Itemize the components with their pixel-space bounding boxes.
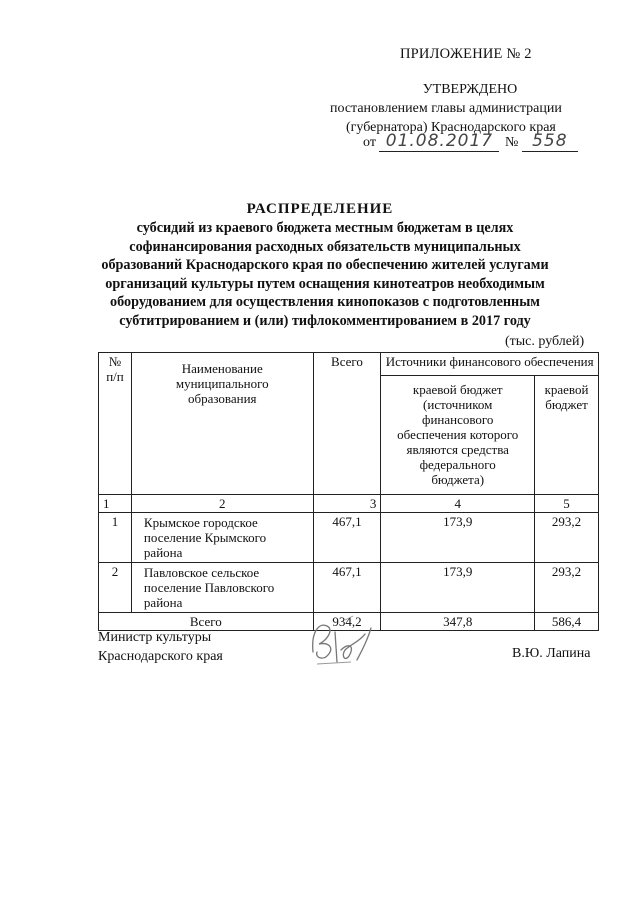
approved-line-1: постановлением главы администрации <box>330 101 562 116</box>
table-row <box>99 563 599 613</box>
handwritten-signature <box>305 612 380 672</box>
row-total: 467,1 <box>313 513 381 563</box>
totals-label: Всего <box>99 613 314 631</box>
position-line-1: Министр культуры <box>98 630 212 645</box>
position-line-2: Краснодарского края <box>98 649 223 664</box>
date-number-line <box>363 131 578 152</box>
date-value: 01.08.2017 <box>379 131 499 152</box>
signatory-name: В.Ю. Лапина <box>512 646 591 661</box>
signatory-position <box>98 628 223 666</box>
header-total: Всего <box>313 353 381 495</box>
approved-label: УТВЕРЖДЕНО <box>422 82 518 97</box>
row-num: 2 <box>99 563 132 613</box>
row-name: Крымское городское поселение Крымского района <box>131 513 313 563</box>
col-number-3: 3 <box>313 495 381 513</box>
date-prefix: от <box>363 135 376 150</box>
col-number-1: 1 <box>99 495 132 513</box>
row-federal: 173,9 <box>381 563 535 613</box>
number-value: 558 <box>522 131 578 152</box>
document-title: РАСПРЕДЕЛЕНИЕ <box>246 201 394 217</box>
approval-block <box>330 80 620 137</box>
header-sources: Источники финансового обеспечения <box>381 353 599 376</box>
col-number-2: 2 <box>131 495 313 513</box>
row-regional: 293,2 <box>535 563 599 613</box>
table-row <box>99 513 599 563</box>
row-total: 467,1 <box>313 563 381 613</box>
header-regional: краевой бюджет <box>535 376 599 495</box>
header-name: Наименование муниципального образования <box>131 353 313 495</box>
totals-total: 934,2 <box>313 613 381 631</box>
document-subtitle: субсидий из краевого бюджета местным бюджетам в целях софинансирования расходных обязательств муниципальных образований Краснодарского края по обеспечению жителей услугами организаций культуры путем оснащения кинотеатров необходимым оборудованием для осуществления кинопоказов с подготовленным субтитрированием и (или) тифлокомментированием в 2017 году <box>101 220 549 329</box>
row-name: Павловское сельское поселение Павловского района <box>131 563 313 613</box>
approved-line-2: (губернатора) Краснодарского края <box>346 120 556 135</box>
column-numbers-row <box>99 495 599 513</box>
totals-federal: 347,8 <box>381 613 535 631</box>
distribution-table <box>98 352 599 631</box>
row-num: 1 <box>99 513 132 563</box>
number-prefix: № <box>504 135 519 150</box>
header-federal: краевой бюджет (источником финансового обеспечения которого являются средства федерального бюджета) <box>381 376 535 495</box>
row-federal: 173,9 <box>381 513 535 563</box>
totals-regional: 586,4 <box>535 613 599 631</box>
header-num: № п/п <box>99 353 132 495</box>
header-row <box>99 353 599 376</box>
col-number-4: 4 <box>381 495 535 513</box>
units-label: (тыс. рублей) <box>505 334 585 349</box>
appendix-label: ПРИЛОЖЕНИЕ № 2 <box>400 46 532 62</box>
row-regional: 293,2 <box>535 513 599 563</box>
col-number-5: 5 <box>535 495 599 513</box>
